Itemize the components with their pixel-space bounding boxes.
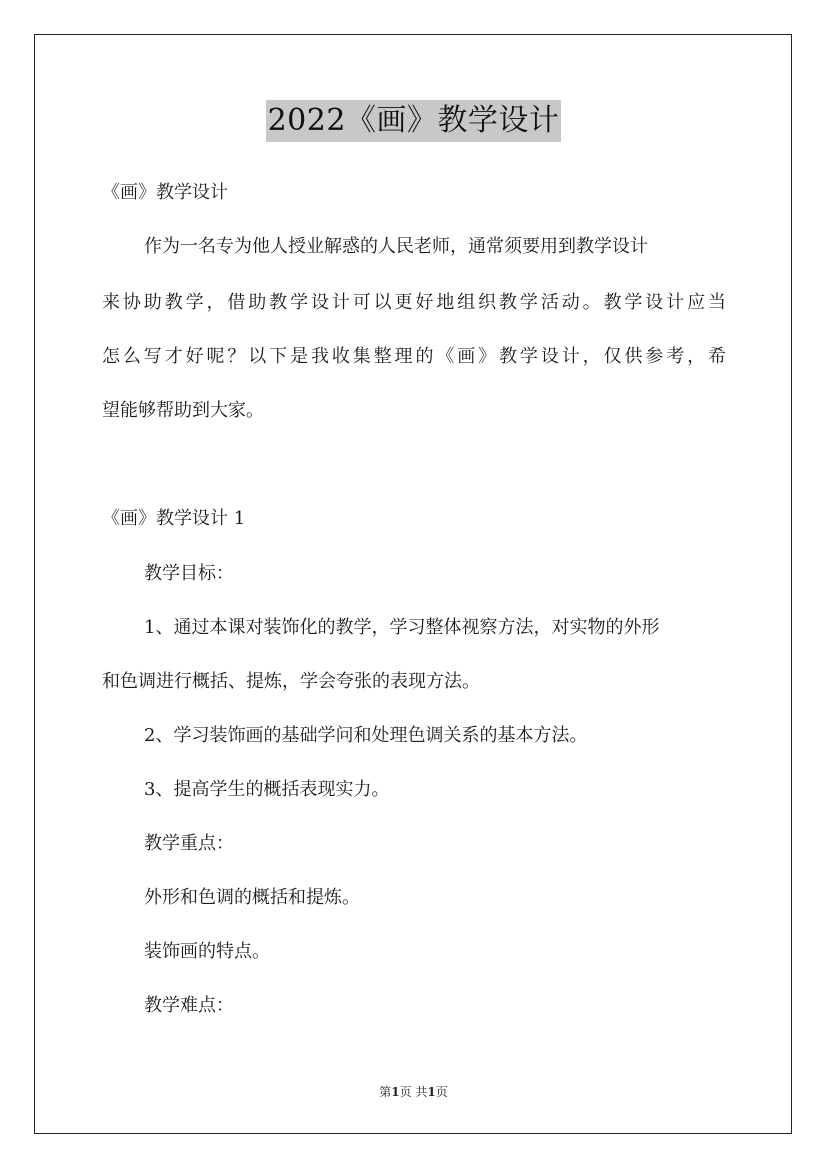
objective-1-line-2: 和色调进行概括、提炼，学会夸张的表现方法。 — [102, 671, 480, 692]
keypoints-label: 教学重点： — [144, 833, 234, 854]
section-heading: 《画》教学设计 1 — [102, 508, 246, 529]
page-footer — [0, 1084, 827, 1100]
difficulties-label: 教学难点： — [144, 995, 234, 1016]
intro-line-4: 望能够帮助到大家。 — [102, 400, 264, 421]
intro-line-1: 作为一名专为他人授业解惑的人民老师，通常须要用到教学设计 — [144, 236, 648, 257]
footer-page-mid: 页 共 — [399, 1085, 428, 1099]
document-subtitle: 《画》教学设计 — [102, 182, 228, 203]
intro-line-3 — [102, 344, 726, 370]
keypoint-1: 外形和色调的概括和提炼。 — [144, 887, 360, 908]
footer-page-number: 1 — [391, 1085, 400, 1099]
document-title: 2022《画》教学设计 — [266, 100, 562, 142]
objectives-label: 教学目标： — [144, 563, 234, 584]
intro-line-2-text: 来协助教学，借助教学设计可以更好地组织教学活动。教学设计应当 — [102, 292, 726, 313]
footer-page-prefix: 第 — [379, 1085, 392, 1099]
intro-line-3-text: 怎么写才好呢？以下是我收集整理的《画》教学设计，仅供参考，希 — [102, 346, 726, 367]
title-container — [0, 100, 827, 142]
footer-total-pages: 1 — [427, 1085, 436, 1099]
keypoint-2: 装饰画的特点。 — [144, 941, 270, 962]
objective-2: 2、学习装饰画的基础学问和处理色调关系的基本方法。 — [144, 725, 588, 746]
intro-line-2 — [102, 290, 726, 316]
footer-page-suffix: 页 — [435, 1085, 448, 1099]
objective-3: 3、提高学生的概括表现实力。 — [144, 779, 390, 800]
objective-1-line-1: 1、通过本课对装饰化的教学，学习整体视察方法，对实物的外形 — [144, 617, 660, 638]
